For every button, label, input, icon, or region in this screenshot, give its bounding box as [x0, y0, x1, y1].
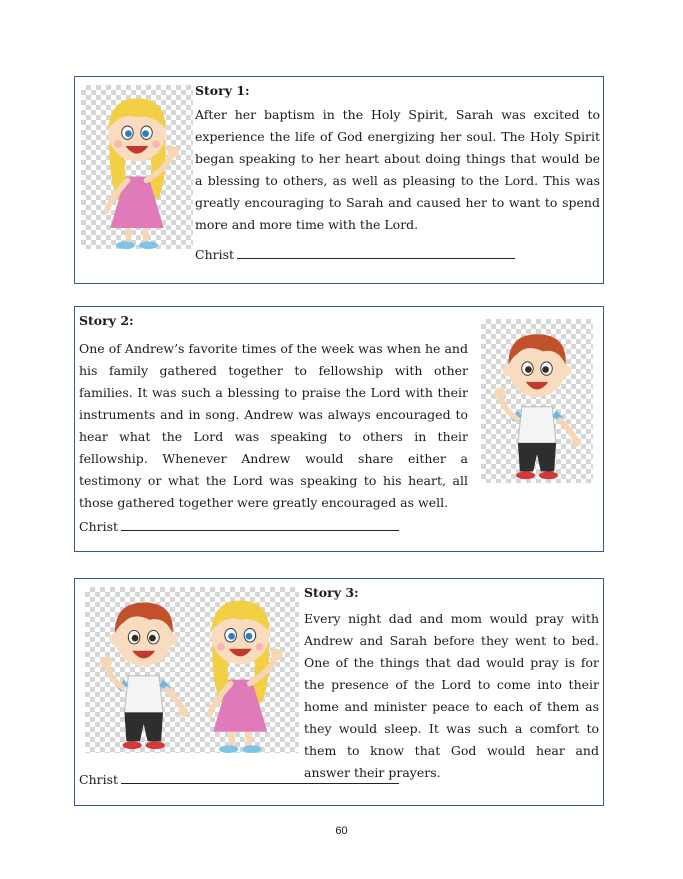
story-2-text: One of Andrew’s favorite times of the week was when he and his family gathered together to fellowship with other families. It was such a blessing to praise the Lord with their instruments and in song. Andrew was always encouraged to hear what the Lord was speaking to others in their fellowship. Whenever Andrew would share either a testimony or what the Lord was speaking to his heart, all those gathered together were greatly encouraged as well. [79, 341, 468, 510]
story-1-title: Story 1: [195, 83, 250, 98]
story-1-answer [195, 247, 515, 262]
story-1-text: After her baptism in the Holy Spirit, Sarah was excited to experience the life of God energizing her soul. The Holy Spirit began speaking to her heart about doing things that would be a blessing to others, as well as pleasing to the Lord. This was greatly encouraging to Sarah and caused her to want to spend more and more time with the Lord. [195, 107, 600, 232]
story-3-answer [79, 772, 399, 787]
story-2-answer [79, 519, 399, 534]
story-3-title: Story 3: [304, 585, 359, 600]
story-1-answer-line[interactable] [237, 248, 515, 259]
story-2-answer-line[interactable] [121, 520, 399, 531]
boy-and-girl-illustration [85, 587, 299, 753]
story-3-text: Every night dad and mom would pray with Andrew and Sarah before they went to bed. One of the things that dad would pray is for the presence of the Lord to come into their home and minister peace to each of them as they would sleep. It was such a comfort to them to know that God would hear and answer their prayers. [304, 611, 599, 780]
story-2-prompt: Christ [79, 519, 119, 534]
page-number: 60 [335, 825, 348, 837]
story-3-answer-line[interactable] [121, 773, 399, 784]
story-3-prompt: Christ [79, 772, 119, 787]
story-3-card [74, 578, 604, 806]
girl-illustration [81, 85, 193, 249]
story-2-card [74, 306, 604, 552]
story-1-card [74, 76, 604, 284]
story-2-title: Story 2: [79, 313, 134, 328]
boy-illustration [481, 319, 593, 483]
story-1-prompt: Christ [195, 247, 235, 262]
